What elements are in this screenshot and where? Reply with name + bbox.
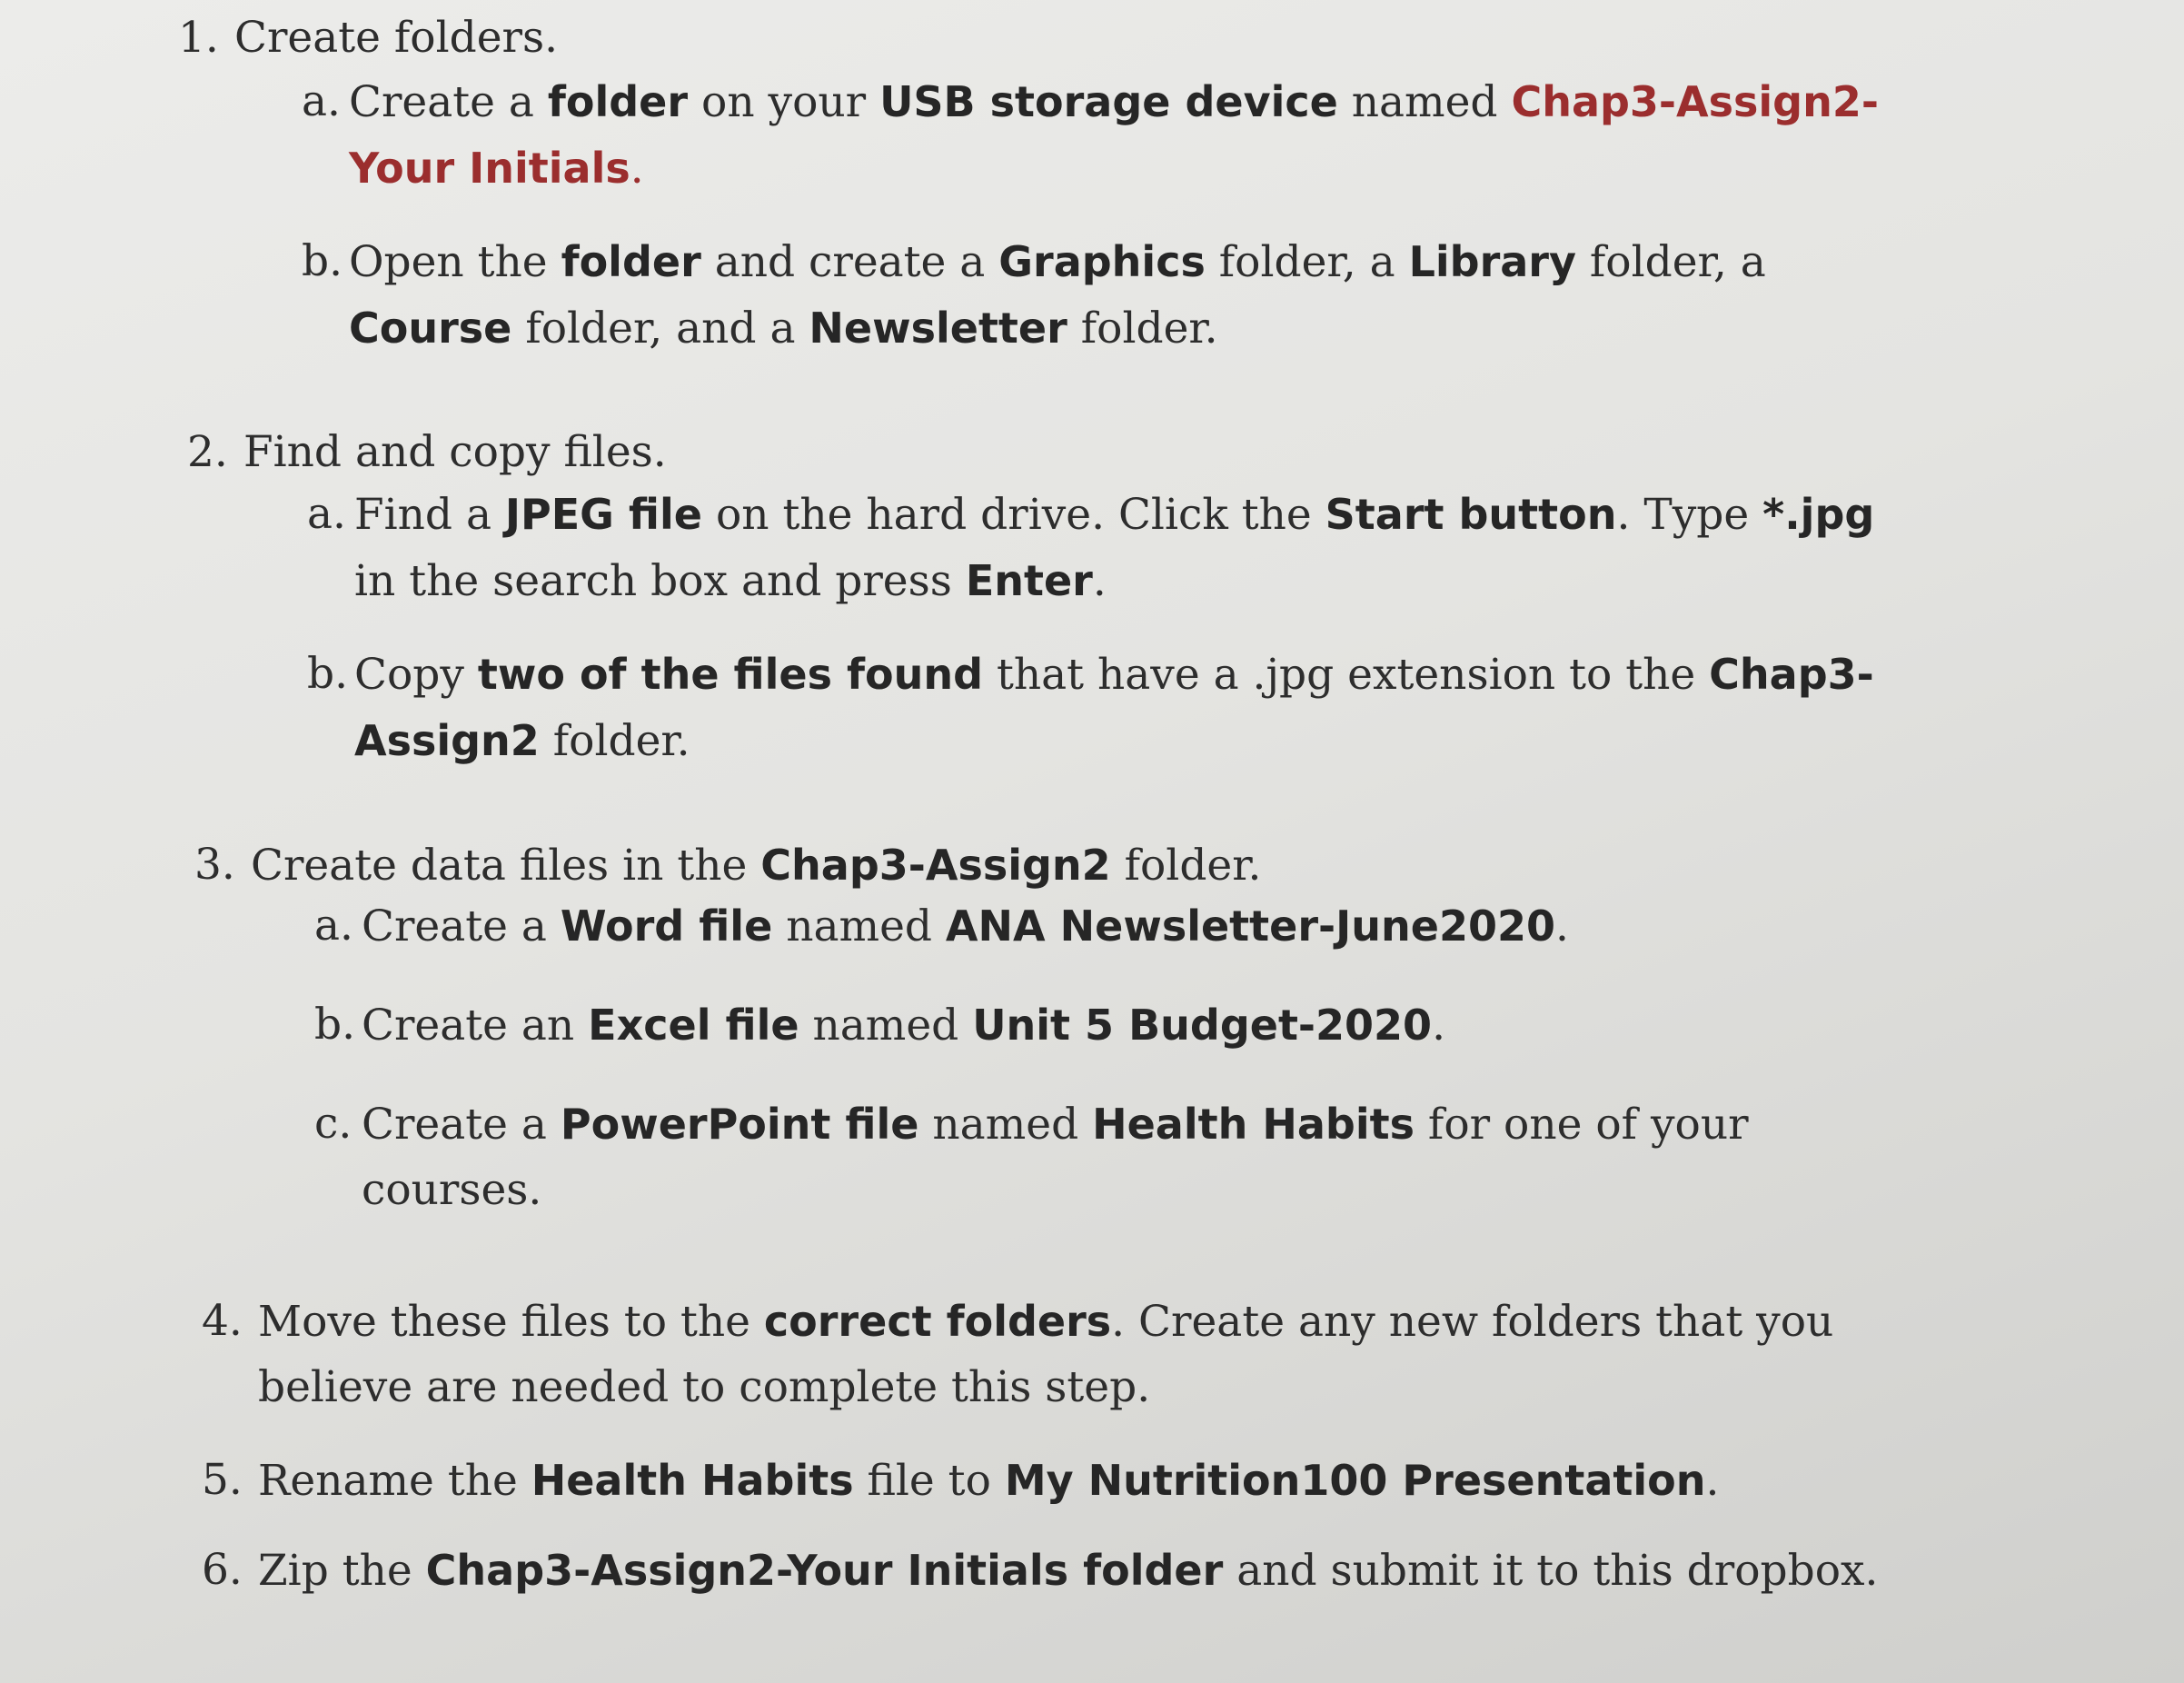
substep-letter: a. [314, 901, 353, 951]
step-number: 6. [202, 1545, 243, 1595]
step-5: 5. Rename the Health Habits file to My Nutrition100 Presentation. [202, 1448, 1995, 1514]
step-text: Create folders. [234, 13, 559, 63]
step-text: Find and copy files. [243, 427, 667, 477]
substep-3b: b. Create an Excel file named Unit 5 Budget-2020. [314, 992, 1913, 1059]
substep-letter: b. [314, 1000, 356, 1050]
step-number: 4. [202, 1296, 243, 1346]
substep-letter: a. [302, 76, 341, 126]
substep-letter: b. [302, 236, 343, 286]
substep-3a: a. Create a Word file named ANA Newsletter-June2020. [314, 893, 1913, 960]
assignment-instructions [178, 5, 1995, 1604]
step-number: 2. [187, 427, 228, 477]
folder-name-highlight: Chap3-Assign2-Your Initials [349, 77, 1879, 193]
substep-letter: b. [307, 649, 349, 699]
step-2 [187, 420, 1995, 774]
step-6: 6. Zip the Chap3-Assign2-Your Initials folder and submit it to this dropbox. [202, 1538, 1995, 1604]
substep-letter: a. [307, 489, 346, 539]
substep-2b: b. Copy two of the files found that have a .jpg extension to the Chap3-Assign2 folder. [307, 642, 1881, 774]
step-number: 5. [202, 1455, 243, 1505]
substep-letter: c. [314, 1099, 352, 1149]
substep-3c: c. Create a PowerPoint file named Health Habits for one of your courses. [314, 1091, 1913, 1223]
step-1 [178, 5, 1995, 362]
substep-1a: a. Create a folder on your USB storage device named Chap3-Assign2-Your Initials. [302, 69, 1891, 202]
step-3: 3. Create data files in the Chap3-Assign2 folder. a. Create a Word file named ANA Newsletter-June2020. b. Create an Excel file named Unit 5 Budget-2020. c. Create a PowerPoint file named Health Habits for one of your courses. [194, 832, 1995, 1223]
step-4: 4. Move these files to the correct folders. Create any new folders that you believe are needed to complete this step. [202, 1289, 1855, 1420]
step-number: 1. [178, 13, 219, 63]
step-number: 3. [194, 840, 235, 890]
substep-2a: a. Find a JPEG file on the hard drive. Click the Start button. Type *.jpg in the search box and press Enter. [307, 482, 1879, 614]
substep-1b: b. Open the folder and create a Graphics folder, a Library folder, a Course folder, and a Newsletter folder. [302, 229, 1893, 362]
